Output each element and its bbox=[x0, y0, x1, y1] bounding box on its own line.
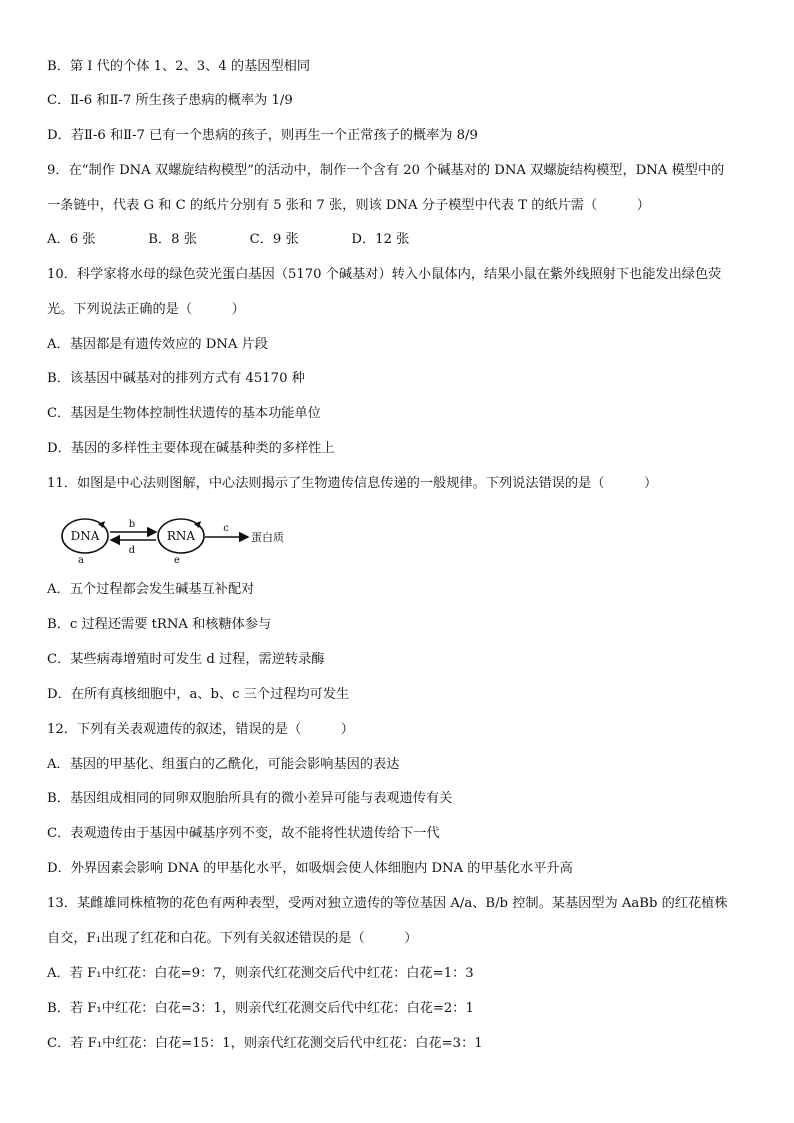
question-11-stem: 11．如图是中心法则图解，中心法则揭示了生物遗传信息传递的一般规律。下列说法错误的是（ ） bbox=[47, 476, 658, 491]
question-13-stem-line2: 自交，F₁出现了红花和白花。下列有关叙述错误的是（ ） bbox=[47, 931, 418, 946]
rna-label: RNA bbox=[166, 529, 196, 543]
option-8d: D．若Ⅱ-6 和Ⅱ-7 已有一个患病的孩子，则再生一个正常孩子的概率为 8/9 bbox=[47, 128, 478, 143]
option-12a: A．基因的甲基化、组蛋白的乙酰化，可能会影响基因的表达 bbox=[47, 757, 400, 772]
protein-label: 蛋白质 bbox=[251, 531, 284, 544]
option-10c: C．基因是生物体控制性状遗传的基本功能单位 bbox=[47, 406, 321, 421]
question-10-stem-line2: 光。下列说法正确的是（ ） bbox=[47, 302, 245, 317]
process-c-label: c bbox=[223, 523, 229, 534]
option-10d: D．基因的多样性主要体现在碱基种类的多样性上 bbox=[47, 441, 335, 456]
question-12-stem: 12．下列有关表观遗传的叙述，错误的是（ ） bbox=[47, 722, 354, 737]
option-12c: C．表观遗传由于基因中碱基序列不变，故不能将性状遗传给下一代 bbox=[47, 826, 440, 841]
option-10b: B．该基因中碱基对的排列方式有 45170 种 bbox=[47, 371, 305, 386]
dna-label: DNA bbox=[70, 529, 100, 543]
process-e-label: e bbox=[174, 555, 180, 566]
question-9-stem-line2: 一条链中，代表 G 和 C 的纸片分别有 5 张和 7 张，则该 DNA 分子模型中代表 T 的纸片需（ ） bbox=[47, 198, 650, 213]
option-11d: D．在所有真核细胞中，a、b、c 三个过程均可发生 bbox=[47, 687, 350, 702]
option-13a: A．若 F₁中红花：白花=9：7，则亲代红花测交后代中红花：白花=1：3 bbox=[47, 966, 474, 981]
process-b-label: b bbox=[128, 519, 136, 530]
option-12d: D．外界因素会影响 DNA 的甲基化水平，如吸烟会使人体细胞内 DNA 的甲基化水平升高 bbox=[47, 861, 573, 876]
option-12b: B．基因组成相同的同卵双胞胎所具有的微小差异可能与表观遗传有关 bbox=[47, 791, 453, 806]
question-10-stem-line1: 10．科学家将水母的绿色荧光蛋白基因（5170 个碱基对）转入小鼠体内，结果小鼠在紫外线照射下也能发出绿色荧 bbox=[47, 267, 722, 282]
option-11a: A．五个过程都会发生碱基互补配对 bbox=[47, 582, 255, 597]
question-9-options: A．6 张 B．8 张 C．9 张 D．12 张 bbox=[47, 232, 410, 247]
process-a-label: a bbox=[78, 555, 84, 566]
option-10a: A．基因都是有遗传效应的 DNA 片段 bbox=[47, 337, 268, 352]
central-dogma-diagram bbox=[58, 510, 298, 566]
option-8c: C．Ⅱ-6 和Ⅱ-7 所生孩子患病的概率为 1/9 bbox=[47, 93, 293, 108]
question-13-stem-line1: 13．某雌雄同株植物的花色有两种表型，受两对独立遗传的等位基因 A/a、B/b 控制。某基因型为 AaBb 的红花植株 bbox=[47, 896, 728, 911]
process-d-label: d bbox=[128, 545, 136, 556]
option-11b: B．c 过程还需要 tRNA 和核糖体参与 bbox=[47, 617, 272, 632]
option-13b: B．若 F₁中红花：白花=3：1，则亲代红花测交后代中红花：白花=2：1 bbox=[47, 1001, 474, 1016]
option-8b: B．第 I 代的个体 1、2、3、4 的基因型相同 bbox=[47, 59, 311, 74]
option-11c: C．某些病毒增殖时可发生 d 过程，需逆转录酶 bbox=[47, 652, 325, 667]
question-9-stem-line1: 9．在“制作 DNA 双螺旋结构模型”的活动中，制作一个含有 20 个碱基对的 DNA 双螺旋结构模型，DNA 模型中的 bbox=[47, 163, 725, 178]
option-13c: C．若 F₁中红花：白花=15：1，则亲代红花测交后代中红花：白花=3：1 bbox=[47, 1036, 483, 1051]
